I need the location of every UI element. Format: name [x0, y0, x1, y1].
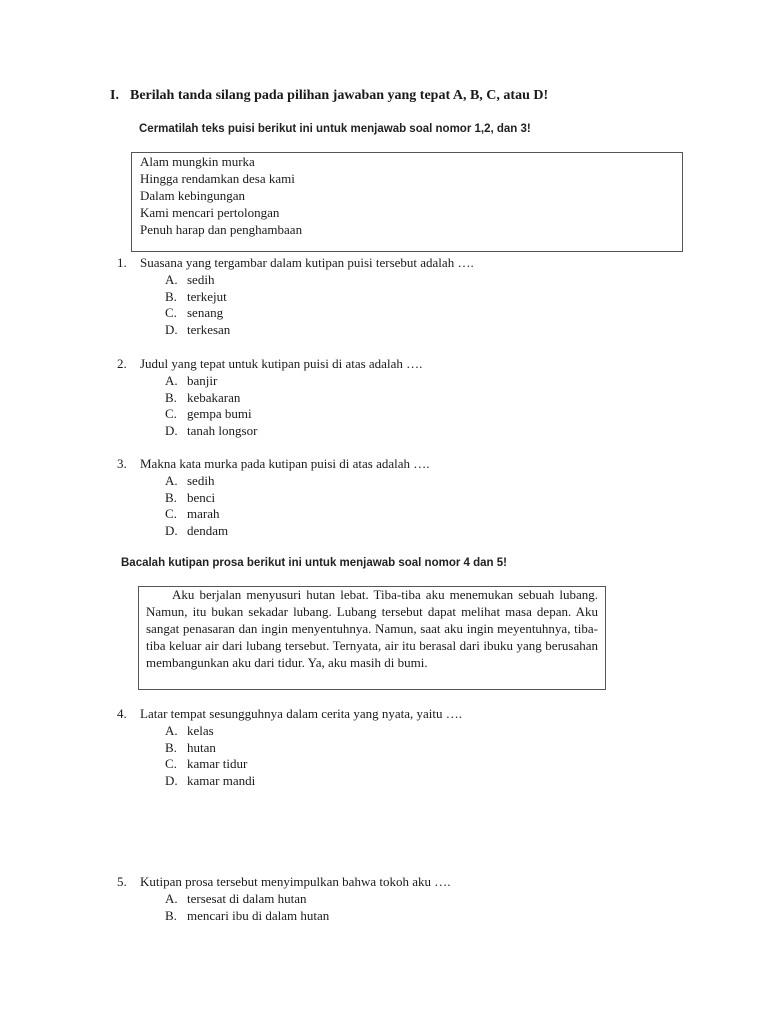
poem-line: Dalam kebingungan	[140, 188, 246, 203]
option-letter: A.	[165, 891, 178, 906]
option-letter: D.	[165, 322, 178, 337]
option-text: senang	[187, 305, 224, 320]
poem-line: Penuh harap dan penghambaan	[140, 222, 303, 237]
option-letter: C.	[165, 506, 177, 521]
option-letter: B.	[165, 390, 177, 405]
option-letter: C.	[165, 406, 177, 421]
option-text: gempa bumi	[187, 406, 252, 421]
option-letter: A.	[165, 272, 178, 287]
option-text: mencari ibu di dalam hutan	[187, 908, 330, 923]
question-number: 5.	[117, 874, 127, 889]
option-text: benci	[187, 490, 216, 505]
question-number: 1.	[117, 255, 127, 270]
option-a[interactable]	[165, 723, 214, 740]
poem-line: Kami mencari pertolongan	[140, 205, 280, 220]
section-heading	[110, 88, 548, 104]
option-letter: D.	[165, 773, 178, 788]
option-letter: D.	[165, 423, 178, 438]
question-number: 2.	[117, 356, 127, 371]
option-c[interactable]	[165, 756, 247, 773]
option-letter: C.	[165, 756, 177, 771]
option-c[interactable]	[165, 406, 252, 423]
prose-instruction: Bacalah kutipan prosa berikut ini untuk menjawab soal nomor 4 dan 5!	[121, 557, 507, 569]
option-text: hutan	[187, 740, 216, 755]
option-letter: C.	[165, 305, 177, 320]
question-text: Makna kata murka pada kutipan puisi di atas adalah ….	[140, 456, 430, 471]
option-text: terkesan	[187, 322, 231, 337]
section-number: I.	[110, 88, 119, 103]
option-letter: B.	[165, 908, 177, 923]
option-text: kebakaran	[187, 390, 241, 405]
prose-text: Aku berjalan menyusuri hutan lebat. Tiba-tiba aku menemukan sebuah lubang. Namun, itu bukan sekadar lubang. Lubang tersebut dapat melihat masa depan. Aku sangat penasaran dan ingin menyentuhnya. Namun, saat aku ingin meyentuhnya, tiba-tiba keluar air dari lubang tersebut. Ternyata, air itu berasal dari ibuku yang berusahan membangunkan aku dari tidur. Ya, aku masih di bumi.	[146, 587, 598, 670]
option-d[interactable]	[165, 773, 255, 790]
option-text: kamar tidur	[187, 756, 248, 771]
option-d[interactable]	[165, 423, 257, 440]
poem-line: Hingga rendamkan desa kami	[140, 171, 295, 186]
section-title: Berilah tanda silang pada pilihan jawaban yang tepat A, B, C, atau D!	[130, 88, 549, 103]
question-text: Judul yang tepat untuk kutipan puisi di atas adalah ….	[140, 356, 423, 371]
poem-line: Alam mungkin murka	[140, 154, 255, 169]
option-b[interactable]	[165, 289, 227, 306]
question-text: Suasana yang tergambar dalam kutipan puisi tersebut adalah ….	[140, 255, 474, 270]
option-text: kamar mandi	[187, 773, 256, 788]
option-c[interactable]	[165, 305, 223, 322]
option-text: tanah longsor	[187, 423, 258, 438]
poem-instruction: Cermatilah teks puisi berikut ini untuk menjawab soal nomor 1,2, dan 3!	[139, 123, 531, 135]
option-letter: A.	[165, 473, 178, 488]
option-b[interactable]	[165, 908, 329, 925]
option-b[interactable]	[165, 740, 216, 757]
question-number: 4.	[117, 706, 127, 721]
option-text: banjir	[187, 373, 218, 388]
prose-box	[138, 586, 606, 690]
option-letter: B.	[165, 289, 177, 304]
option-c[interactable]	[165, 506, 219, 523]
option-a[interactable]	[165, 373, 217, 390]
question-number: 3.	[117, 456, 127, 471]
option-letter: B.	[165, 490, 177, 505]
option-b[interactable]	[165, 490, 215, 507]
option-letter: B.	[165, 740, 177, 755]
poem-box	[131, 152, 683, 252]
option-letter: D.	[165, 523, 178, 538]
option-letter: A.	[165, 373, 178, 388]
option-letter: A.	[165, 723, 178, 738]
option-d[interactable]	[165, 322, 230, 339]
option-text: tersesat di dalam hutan	[187, 891, 307, 906]
option-text: terkejut	[187, 289, 227, 304]
option-text: sedih	[187, 272, 215, 287]
option-d[interactable]	[165, 523, 228, 540]
option-a[interactable]	[165, 272, 214, 289]
option-b[interactable]	[165, 390, 240, 407]
option-a[interactable]	[165, 473, 214, 490]
option-text: kelas	[187, 723, 214, 738]
option-a[interactable]	[165, 891, 307, 908]
question-text: Latar tempat sesungguhnya dalam cerita yang nyata, yaitu ….	[140, 706, 462, 721]
question-text: Kutipan prosa tersebut menyimpulkan bahwa tokoh aku ….	[140, 874, 451, 889]
option-text: marah	[187, 506, 220, 521]
option-text: dendam	[187, 523, 229, 538]
option-text: sedih	[187, 473, 215, 488]
